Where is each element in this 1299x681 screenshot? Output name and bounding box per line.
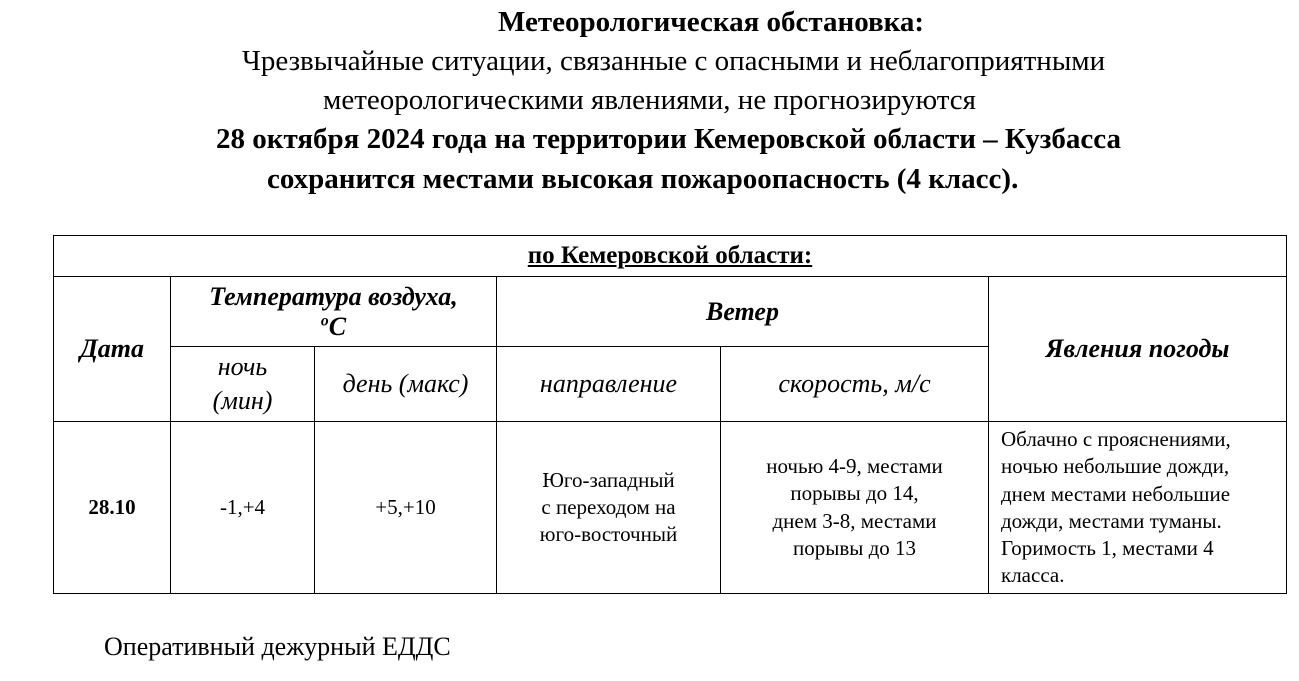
region-label: по Кемеровской области: bbox=[527, 242, 813, 269]
region-row bbox=[54, 236, 1287, 277]
wind-direction-line: Юго-западный bbox=[542, 467, 675, 492]
day-temp-cell bbox=[315, 422, 497, 594]
day-header bbox=[315, 347, 497, 422]
night-temp-value: -1,+4 bbox=[219, 494, 266, 519]
wind-direction-cell bbox=[497, 422, 721, 594]
duty-officer-signature: Оперативный дежурный ЕДДС bbox=[104, 632, 451, 661]
direction-header bbox=[497, 347, 721, 422]
subtitle-line-1: Чрезвычайные ситуации, связанные с опасными и неблагоприятными bbox=[242, 45, 1106, 77]
subtitle-line-2: метеорологическими явлениями, не прогнозируются bbox=[323, 84, 976, 116]
date-header-label: Дата bbox=[80, 334, 144, 364]
wind-direction-line: юго-восточный bbox=[539, 522, 678, 547]
day-header-label: день (макс) bbox=[342, 369, 469, 399]
night-header bbox=[171, 347, 315, 422]
weather-line: ночью небольшие дожди, bbox=[1001, 454, 1230, 479]
temperature-header bbox=[171, 277, 497, 347]
temperature-unit: C bbox=[328, 311, 347, 341]
night-header-line-2: (мин) bbox=[212, 386, 273, 415]
date-header bbox=[54, 277, 171, 422]
direction-header-label: направление bbox=[539, 369, 678, 399]
night-temp-cell bbox=[171, 422, 315, 594]
document-title: Метеорологическая обстановка: bbox=[498, 6, 925, 38]
wind-speed-line: порывы до 13 bbox=[792, 535, 917, 560]
header-row-1 bbox=[54, 277, 1287, 347]
forecast-table bbox=[53, 235, 1287, 594]
wind-header bbox=[497, 277, 989, 347]
fire-warning-line-1: 28 октября 2024 года на территории Кемеровской области – Кузбасса bbox=[216, 123, 1121, 155]
wind-speed-line: ночью 4-9, местами bbox=[766, 453, 943, 478]
night-header-line-1: ночь bbox=[217, 352, 268, 382]
temperature-header-label: Температура воздуха, bbox=[209, 281, 458, 311]
wind-speed-line: порывы до 14, bbox=[790, 481, 919, 506]
temperature-unit-sup: o bbox=[320, 311, 329, 329]
region-cell bbox=[54, 236, 1287, 277]
weather-line: дожди, местами туманы. bbox=[1001, 508, 1222, 533]
weather-line: Облачно с прояснениями, bbox=[1001, 427, 1231, 451]
wind-header-label: Ветер bbox=[706, 296, 779, 326]
wind-speed-cell bbox=[721, 422, 989, 594]
table-row bbox=[54, 422, 1287, 594]
weather-line: Горимость 1, местами 4 bbox=[1001, 536, 1214, 561]
weather-header bbox=[989, 277, 1287, 422]
weather-line: класса. bbox=[1001, 563, 1065, 588]
speed-header-label: скорость, м/с bbox=[778, 369, 931, 399]
fire-warning-line-2: сохранится местами высокая пожароопасность (4 класс). bbox=[267, 163, 1019, 195]
weather-header-label: Явления погоды bbox=[1045, 334, 1230, 364]
speed-header bbox=[721, 347, 989, 422]
weather-cell bbox=[989, 422, 1287, 594]
weather-line: днем местами небольшие bbox=[1001, 481, 1231, 506]
wind-direction-line: с переходом на bbox=[541, 494, 676, 519]
date-cell bbox=[54, 422, 171, 594]
day-temp-value: +5,+10 bbox=[375, 494, 436, 519]
date-value: 28.10 bbox=[88, 495, 136, 519]
wind-speed-line: днем 3-8, местами bbox=[772, 508, 937, 533]
